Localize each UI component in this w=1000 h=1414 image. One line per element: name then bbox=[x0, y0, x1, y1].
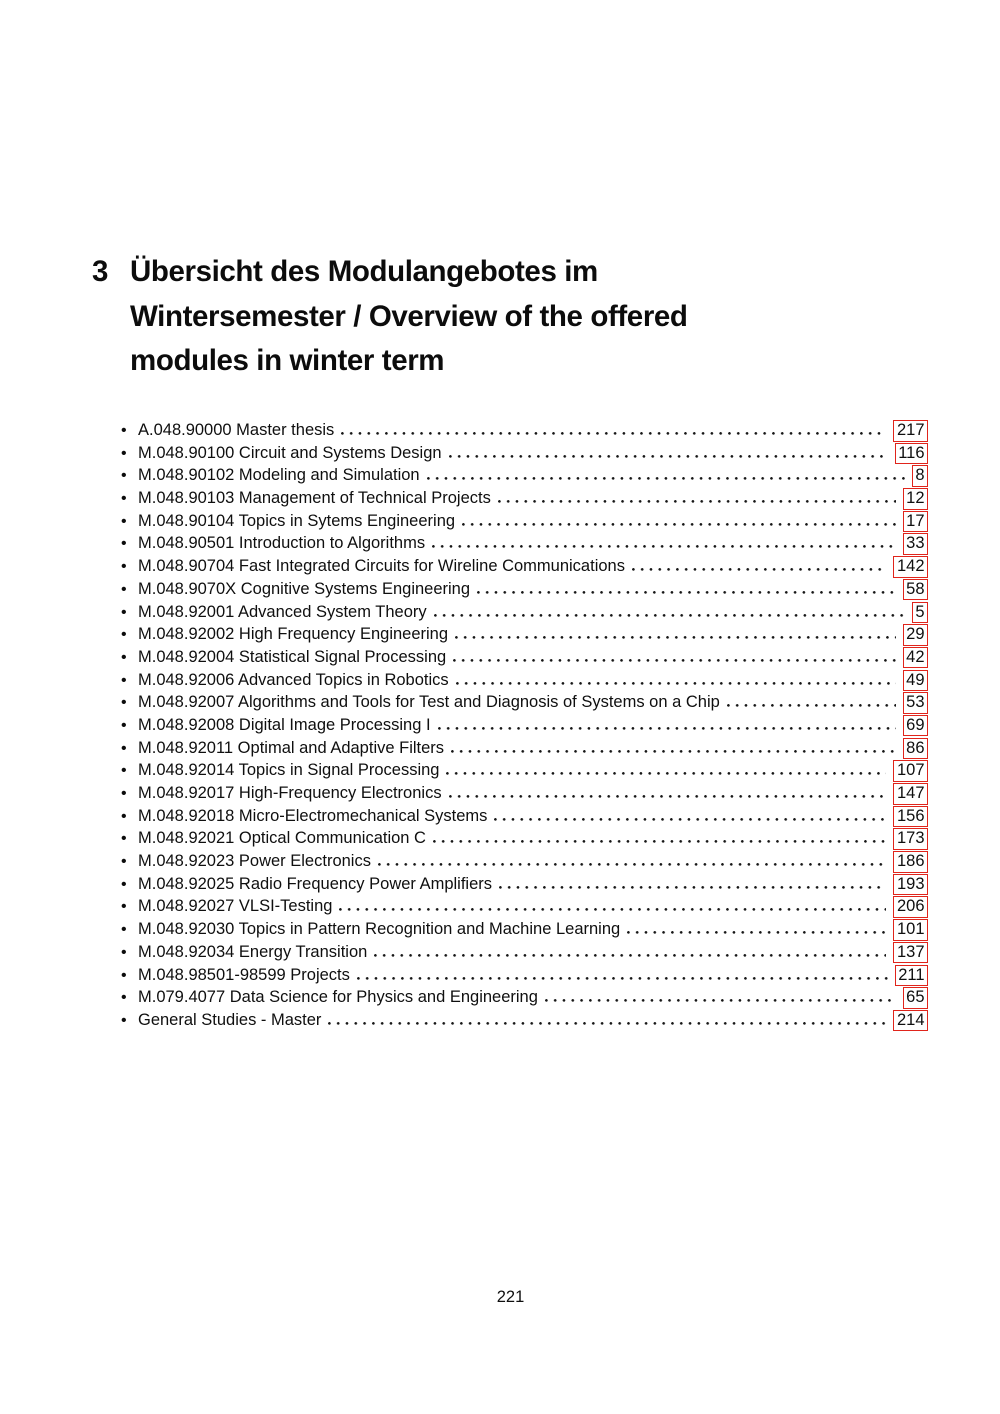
dotted-leader bbox=[374, 954, 886, 957]
toc-entry-label: M.048.9070X Cognitive Systems Engineering bbox=[138, 579, 471, 598]
dotted-leader bbox=[451, 750, 896, 753]
dotted-leader bbox=[357, 977, 888, 980]
footer-page-number: 221 bbox=[496, 1288, 525, 1306]
bullet-icon: • bbox=[121, 762, 127, 780]
toc-entry-label: M.048.92018 Micro-Electromechanical Systems bbox=[138, 806, 488, 825]
toc-page-link[interactable]: 49 bbox=[903, 670, 928, 692]
toc-page-link[interactable]: 33 bbox=[903, 533, 928, 555]
toc-entry-label: M.048.90102 Modeling and Simulation bbox=[138, 466, 420, 485]
toc-entry-label: M.048.92021 Optical Communication C bbox=[138, 829, 426, 848]
toc-entry-row bbox=[121, 738, 928, 761]
bullet-icon: • bbox=[121, 648, 127, 666]
bullet-icon: • bbox=[121, 989, 127, 1007]
bullet-icon: • bbox=[121, 626, 127, 644]
toc-entry-row bbox=[121, 965, 928, 988]
toc-page-link[interactable]: 107 bbox=[893, 760, 928, 782]
bullet-icon: • bbox=[121, 535, 127, 553]
toc-page-link[interactable]: 214 bbox=[893, 1010, 928, 1032]
dotted-leader bbox=[499, 886, 886, 889]
dotted-leader bbox=[456, 682, 896, 685]
toc-page-link[interactable]: 142 bbox=[893, 556, 928, 578]
toc-entry-label: M.048.90103 Management of Technical Projects bbox=[138, 489, 491, 508]
toc-entry-label: M.048.92008 Digital Image Processing I bbox=[138, 715, 431, 734]
dotted-leader bbox=[427, 477, 905, 480]
section-title bbox=[130, 250, 688, 384]
toc-entry-row bbox=[121, 942, 928, 965]
toc-page-link[interactable]: 193 bbox=[893, 874, 928, 896]
toc-page-link[interactable]: 42 bbox=[903, 647, 928, 669]
toc-page-link[interactable]: 29 bbox=[903, 624, 928, 646]
toc-entry-label: M.048.90104 Topics in Sytems Engineering bbox=[138, 511, 456, 530]
bullet-icon: • bbox=[121, 943, 127, 961]
toc-page-link[interactable]: 211 bbox=[895, 965, 928, 987]
dotted-leader bbox=[449, 795, 887, 798]
bullet-icon: • bbox=[121, 921, 127, 939]
dotted-leader bbox=[434, 614, 905, 617]
toc-entry-row bbox=[121, 420, 928, 443]
toc-entry-row bbox=[121, 465, 928, 488]
bullet-icon: • bbox=[121, 603, 127, 621]
bullet-icon: • bbox=[121, 853, 127, 871]
toc-page-link[interactable]: 58 bbox=[903, 579, 928, 601]
module-toc-list bbox=[121, 420, 928, 1033]
toc-entry-row bbox=[121, 647, 928, 670]
toc-entry-label: General Studies - Master bbox=[138, 1010, 322, 1029]
bullet-icon: • bbox=[121, 422, 127, 439]
dotted-leader bbox=[462, 523, 896, 526]
toc-entry-row bbox=[121, 511, 928, 534]
bullet-icon: • bbox=[121, 694, 127, 712]
bullet-icon: • bbox=[121, 1011, 127, 1029]
toc-entry-label: M.048.92017 High-Frequency Electronics bbox=[138, 784, 442, 802]
toc-entry-label: M.048.92034 Energy Transition bbox=[138, 942, 368, 961]
toc-entry-row bbox=[121, 919, 928, 942]
toc-entry-row bbox=[121, 556, 928, 579]
section-title-line-2: Wintersemester / Overview of the offered bbox=[130, 299, 688, 333]
dotted-leader bbox=[446, 772, 886, 775]
dotted-leader bbox=[455, 636, 896, 639]
section-title-line-3: modules in winter term bbox=[130, 344, 445, 377]
toc-entry-label: M.048.92025 Radio Frequency Power Amplifiers bbox=[138, 874, 493, 893]
dotted-leader bbox=[545, 999, 896, 1002]
dotted-leader bbox=[632, 568, 887, 571]
toc-page-link[interactable]: 217 bbox=[893, 420, 928, 442]
toc-entry-row bbox=[121, 533, 928, 556]
toc-entry-label: M.048.92001 Advanced System Theory bbox=[138, 602, 427, 621]
dotted-leader bbox=[339, 908, 886, 911]
toc-page-link[interactable]: 17 bbox=[903, 511, 928, 533]
toc-page-link[interactable]: 186 bbox=[893, 851, 928, 873]
bullet-icon: • bbox=[121, 512, 127, 530]
toc-page-link[interactable]: 8 bbox=[912, 465, 928, 487]
toc-page-link[interactable]: 53 bbox=[903, 692, 928, 714]
toc-entry-label: M.079.4077 Data Science for Physics and Engineering bbox=[138, 988, 538, 1007]
dotted-leader bbox=[477, 591, 896, 594]
bullet-icon: • bbox=[121, 671, 127, 689]
bullet-icon: • bbox=[121, 444, 127, 462]
toc-entry-label: M.048.92014 Topics in Signal Processing bbox=[138, 761, 440, 780]
toc-entry-label: M.048.92002 High Frequency Engineering bbox=[138, 625, 449, 644]
toc-entry-row bbox=[121, 624, 928, 647]
toc-entry-label: M.048.98501-98599 Projects bbox=[138, 965, 350, 984]
dotted-leader bbox=[433, 840, 886, 843]
toc-entry-label: M.048.92006 Advanced Topics in Robotics bbox=[138, 670, 449, 689]
bullet-icon: • bbox=[121, 966, 127, 984]
toc-entry-row bbox=[121, 692, 928, 715]
dotted-leader bbox=[432, 545, 896, 548]
bullet-icon: • bbox=[121, 807, 127, 825]
bullet-icon: • bbox=[121, 467, 127, 485]
dotted-leader bbox=[498, 500, 896, 503]
bullet-icon: • bbox=[121, 830, 127, 848]
toc-entry-label: M.048.92011 Optimal and Adaptive Filters bbox=[138, 738, 445, 757]
dotted-leader bbox=[378, 863, 887, 866]
toc-entry-label: M.048.92027 VLSI-Testing bbox=[138, 897, 333, 916]
section-heading bbox=[92, 250, 688, 384]
toc-page-link[interactable]: 101 bbox=[893, 919, 928, 941]
bullet-icon: • bbox=[121, 490, 127, 508]
dotted-leader bbox=[494, 818, 886, 821]
toc-entry-row bbox=[121, 579, 928, 602]
section-number: 3 bbox=[92, 255, 109, 288]
toc-page-link[interactable]: 5 bbox=[912, 602, 928, 624]
bullet-icon: • bbox=[121, 580, 127, 598]
toc-page-link[interactable]: 156 bbox=[893, 806, 928, 828]
toc-entry-label: M.048.92007 Algorithms and Tools for Test and Diagnosis of Systems on a Chip bbox=[138, 693, 720, 712]
toc-page-link[interactable]: 173 bbox=[893, 828, 928, 850]
bullet-icon: • bbox=[121, 716, 127, 734]
toc-page-link[interactable]: 12 bbox=[903, 488, 928, 510]
toc-entry-label: M.048.90100 Circuit and Systems Design bbox=[138, 443, 442, 462]
toc-page-link[interactable]: 206 bbox=[893, 896, 928, 918]
toc-entry-row bbox=[121, 715, 928, 738]
bullet-icon: • bbox=[121, 875, 127, 893]
dotted-leader bbox=[449, 455, 888, 458]
toc-entry-label: M.048.92023 Power Electronics bbox=[138, 852, 371, 871]
toc-page-link[interactable]: 147 bbox=[893, 783, 928, 805]
toc-entry-label: M.048.92030 Topics in Pattern Recognition and Machine Learning bbox=[138, 920, 621, 939]
toc-page-link[interactable]: 65 bbox=[903, 987, 928, 1009]
toc-entry-row bbox=[121, 488, 928, 511]
dotted-leader bbox=[627, 931, 886, 934]
toc-entry-row bbox=[121, 987, 928, 1010]
dotted-leader bbox=[341, 432, 886, 435]
section-title-line-1: Übersicht des Modulangebotes im bbox=[130, 255, 598, 288]
dotted-leader bbox=[453, 659, 895, 662]
toc-entry-label: M.048.92004 Statistical Signal Processing bbox=[138, 647, 447, 666]
toc-entry-row bbox=[121, 602, 928, 625]
toc-entry-row bbox=[121, 443, 928, 466]
toc-entry-row bbox=[121, 874, 928, 897]
toc-entry-row bbox=[121, 1010, 928, 1033]
bullet-icon: • bbox=[121, 739, 127, 757]
bullet-icon: • bbox=[121, 785, 127, 802]
toc-entry-row bbox=[121, 760, 928, 783]
dotted-leader bbox=[438, 727, 896, 730]
toc-entry-label: A.048.90000 Master thesis bbox=[138, 421, 335, 439]
toc-entry-label: M.048.90501 Introduction to Algorithms bbox=[138, 534, 426, 553]
toc-entry-row bbox=[121, 670, 928, 693]
toc-page-link[interactable]: 86 bbox=[903, 738, 928, 760]
toc-page-link[interactable]: 137 bbox=[893, 942, 928, 964]
toc-entry-row bbox=[121, 783, 928, 806]
toc-entry-row bbox=[121, 851, 928, 874]
toc-entry-row bbox=[121, 828, 928, 851]
dotted-leader bbox=[727, 704, 896, 707]
dotted-leader bbox=[328, 1022, 886, 1025]
bullet-icon: • bbox=[121, 558, 127, 576]
toc-page-link[interactable]: 69 bbox=[903, 715, 928, 737]
toc-entry-row bbox=[121, 896, 928, 919]
bullet-icon: • bbox=[121, 898, 127, 916]
toc-page-link[interactable]: 116 bbox=[895, 443, 928, 465]
toc-entry-row bbox=[121, 806, 928, 829]
toc-entry-label: M.048.90704 Fast Integrated Circuits for Wireline Communications bbox=[138, 557, 625, 576]
